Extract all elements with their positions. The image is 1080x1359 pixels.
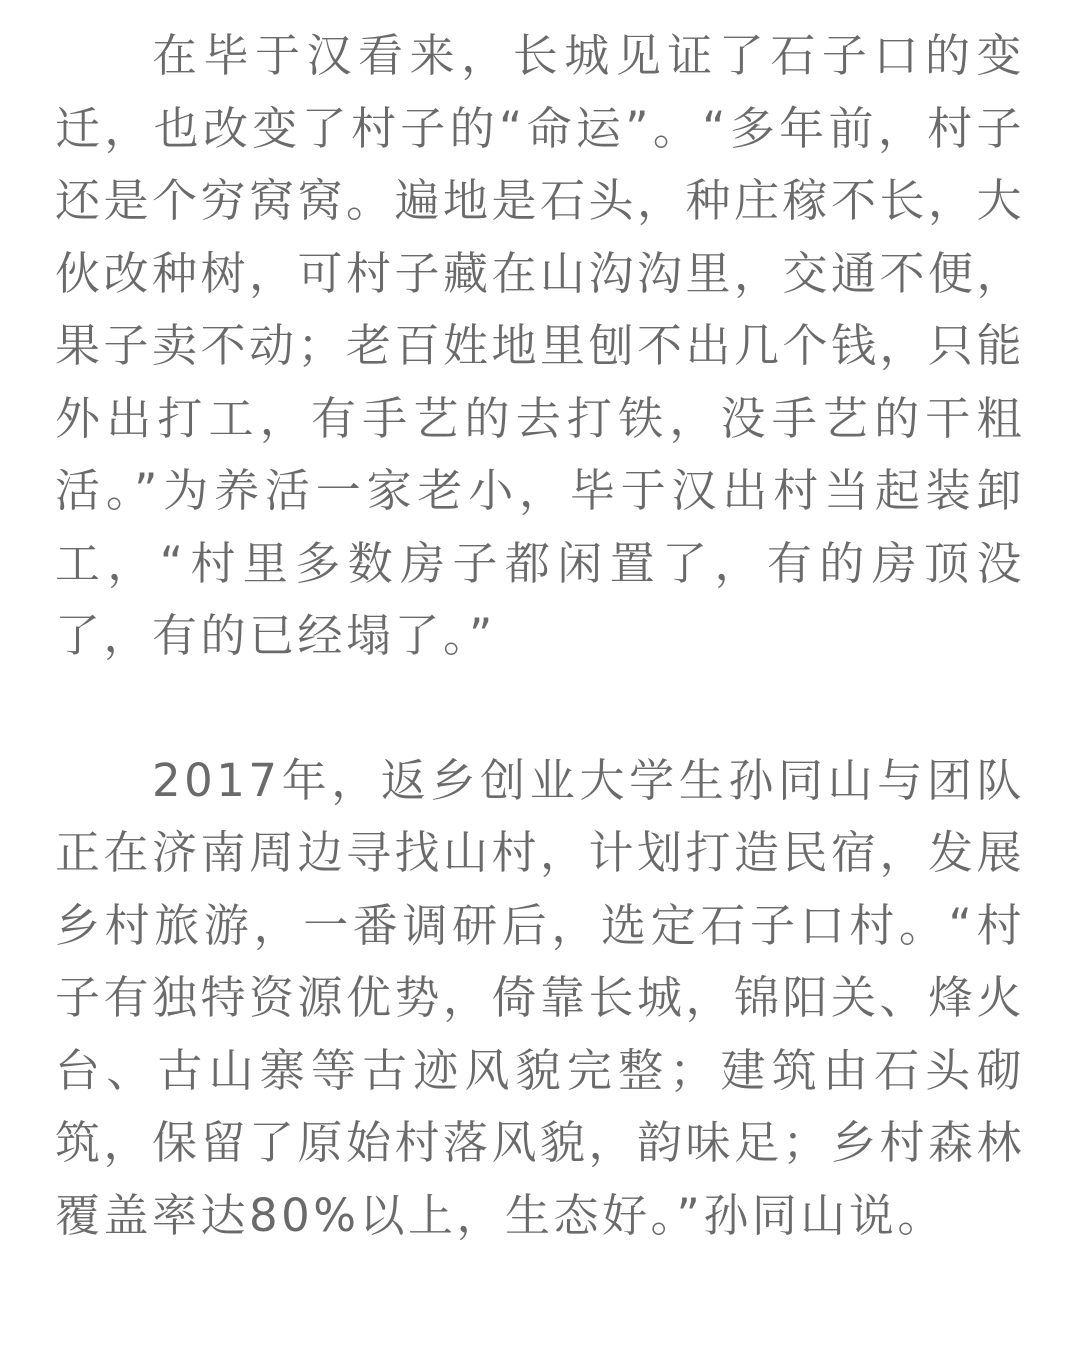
paragraph-1: 在毕于汉看来，长城见证了石子口的变迁，也改变了村子的“命运”。“多年前，村子还是个穷窝窝。遍地是石头，种庄稼不长，大伙改种树，可村子藏在山沟沟里，交通不便，果子卖不动；老百姓地里刨不出几个钱，只能外出打工，有手艺的去打铁，没手艺的干粗活。”为养活一家老小，毕于汉出村当起装卸工，“村里多数房子都闲置了，有的房顶没了，有的已经塌了。” (55, 29, 1026, 662)
paragraph-2: 2017年，返乡创业大学生孙同山与团队正在济南周边寻找山村，计划打造民宿，发展乡村旅游，一番调研后，选定石子口村。“村子有独特资源优势，倚靠长城，锦阳关、烽火台、古山寨等古迹风貌完整；建筑由石头砌筑，保留了原始村落风貌，韵味足；乡村森林覆盖率达80%以上，生态好。”孙同山说。 (55, 753, 1026, 1242)
